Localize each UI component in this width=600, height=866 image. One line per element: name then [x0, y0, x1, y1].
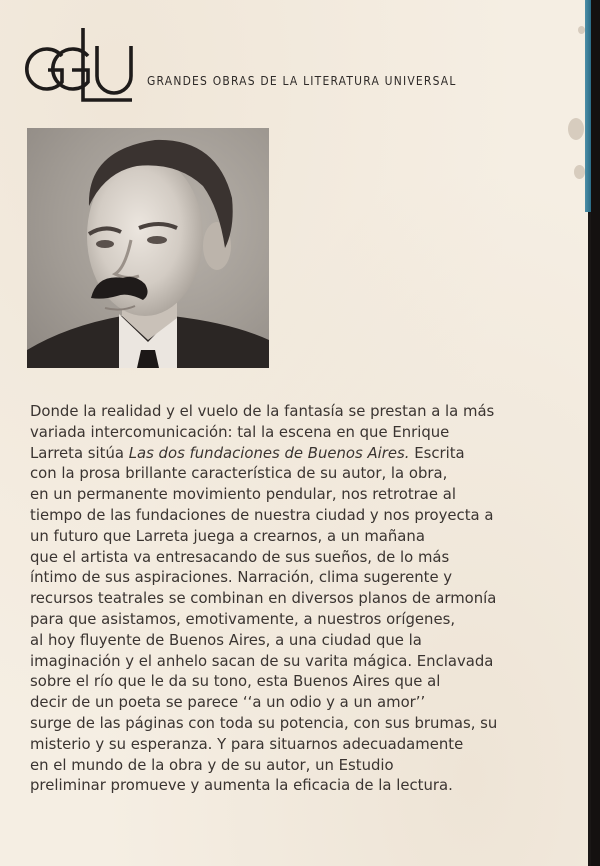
- blurb-line: Donde la realidad y el vuelo de la fantasía se prestan a la más: [30, 402, 495, 420]
- blurb-line: al hoy fluyente de Buenos Aires, a una ciudad que la: [30, 630, 422, 649]
- blurb-line: recursos teatrales se combinan en diversos planos de armonía: [30, 589, 497, 608]
- blurb-line: que el artista va entresacando de sus sueños, de lo más: [30, 547, 450, 566]
- paper-stain: [578, 26, 585, 34]
- blurb-line: en el mundo de la obra y de su autor, un Estudio: [30, 755, 394, 774]
- blurb-line: preliminar promueve y aumenta la eficacia de la lectura.: [30, 776, 453, 795]
- blurb-line: sobre el río que le da su tono, esta Buenos Aires que al: [30, 672, 441, 691]
- blurb-line: surge de las páginas con toda su potencia, con sus brumas, su: [30, 713, 498, 732]
- series-title: GRANDES OBRAS DE LA LITERATURA UNIVERSAL: [147, 73, 457, 88]
- blurb-line: para que asistamos, emotivamente, a nuestros orígenes,: [30, 609, 456, 628]
- blurb-line: misterio y su esperanza. Y para situarnos adecuadamente: [30, 734, 464, 753]
- blurb-line: íntimo de sus aspiraciones. Narración, clima sugerente y: [30, 568, 453, 587]
- portrait-image: [27, 128, 269, 368]
- book-title-italic: Las dos fundaciones de Buenos Aires.: [128, 443, 410, 462]
- blurb-line: con la prosa brillante característica de su autor, la obra,: [30, 464, 448, 483]
- back-cover-blurb: [30, 401, 532, 796]
- blurb-line: imaginación y el anhelo sacan de su varita mágica. Enclavada: [30, 651, 494, 670]
- gglu-logo-icon: [22, 26, 134, 104]
- paper-stain: [568, 118, 584, 140]
- author-portrait: [27, 128, 269, 368]
- blurb-line: variada intercomunicación: tal la escena en que Enrique: [30, 422, 450, 441]
- blurb-line: Larreta sitúa Las dos fundaciones de Buenos Aires. Escrita: [30, 443, 465, 462]
- blurb-line: tiempo de las fundaciones de nuestra ciudad y nos proyecta a: [30, 505, 494, 524]
- paper-stain: [574, 165, 585, 179]
- blurb-line: decir de un poeta se parece ‘‘a un odio y a un amor’’: [30, 693, 426, 712]
- blurb-line: un futuro que Larreta juega a crearnos, a un mañana: [30, 526, 425, 545]
- blurb-line: en un permanente movimiento pendular, nos retrotrae al: [30, 485, 456, 504]
- page-edge-shadow: [591, 0, 600, 866]
